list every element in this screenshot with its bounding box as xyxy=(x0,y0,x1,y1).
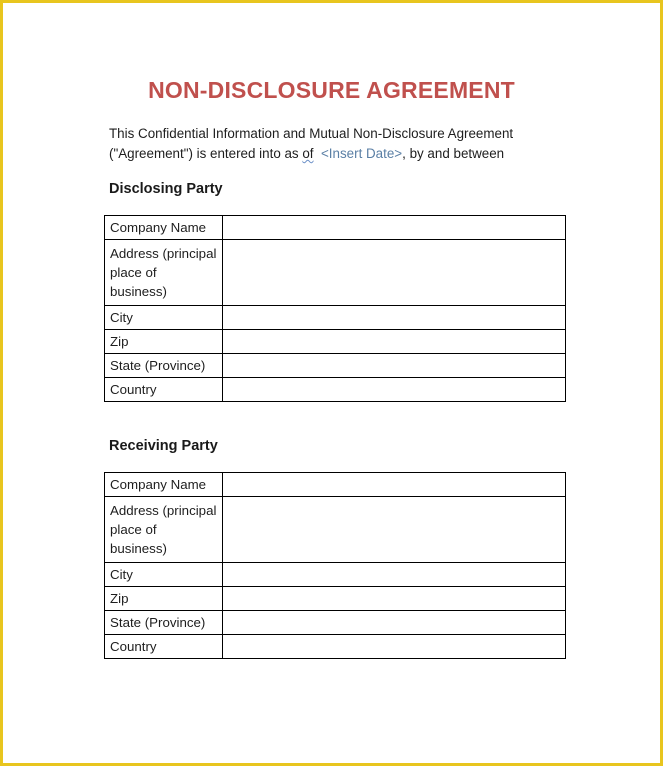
zip-label: Zip xyxy=(105,330,223,354)
receiving-party-heading: Receiving Party xyxy=(109,438,218,454)
table-row xyxy=(105,354,566,378)
intro-line-1: This Confidential Information and Mutual Non-Disclosure Agreement xyxy=(109,126,514,141)
table-row xyxy=(105,563,566,587)
state-field[interactable] xyxy=(223,611,566,635)
table-row xyxy=(105,473,566,497)
table-row xyxy=(105,216,566,240)
disclosing-party-heading: Disclosing Party xyxy=(109,181,223,197)
intro-line-2-suffix: , by and between xyxy=(402,146,505,161)
table-row xyxy=(105,635,566,659)
table-row xyxy=(105,330,566,354)
intro-paragraph xyxy=(109,124,579,164)
country-label: Country xyxy=(105,635,223,659)
state-label: State (Province) xyxy=(105,611,223,635)
company-name-field[interactable] xyxy=(223,473,566,497)
city-field[interactable] xyxy=(223,306,566,330)
intro-line-2-prefix: ("Agreement") is entered into as xyxy=(109,146,303,161)
state-label: State (Province) xyxy=(105,354,223,378)
insert-date-placeholder[interactable]: <Insert Date> xyxy=(320,146,403,161)
receiving-party-table xyxy=(104,472,566,659)
zip-field[interactable] xyxy=(223,587,566,611)
address-label: Address (principal place of business) xyxy=(105,497,223,563)
company-name-field[interactable] xyxy=(223,216,566,240)
table-row xyxy=(105,240,566,306)
spellcheck-word: of xyxy=(302,146,314,161)
city-label: City xyxy=(105,563,223,587)
company-name-label: Company Name xyxy=(105,473,223,497)
document-title: NON-DISCLOSURE AGREEMENT xyxy=(148,77,515,103)
country-field[interactable] xyxy=(223,635,566,659)
city-field[interactable] xyxy=(223,563,566,587)
zip-field[interactable] xyxy=(223,330,566,354)
city-label: City xyxy=(105,306,223,330)
zip-label: Zip xyxy=(105,587,223,611)
table-row xyxy=(105,611,566,635)
state-field[interactable] xyxy=(223,354,566,378)
address-label: Address (principal place of business) xyxy=(105,240,223,306)
company-name-label: Company Name xyxy=(105,216,223,240)
table-row xyxy=(105,587,566,611)
table-row xyxy=(105,306,566,330)
table-row xyxy=(105,497,566,563)
address-field[interactable] xyxy=(223,240,566,306)
table-row xyxy=(105,378,566,402)
disclosing-party-table xyxy=(104,215,566,402)
address-field[interactable] xyxy=(223,497,566,563)
country-field[interactable] xyxy=(223,378,566,402)
country-label: Country xyxy=(105,378,223,402)
